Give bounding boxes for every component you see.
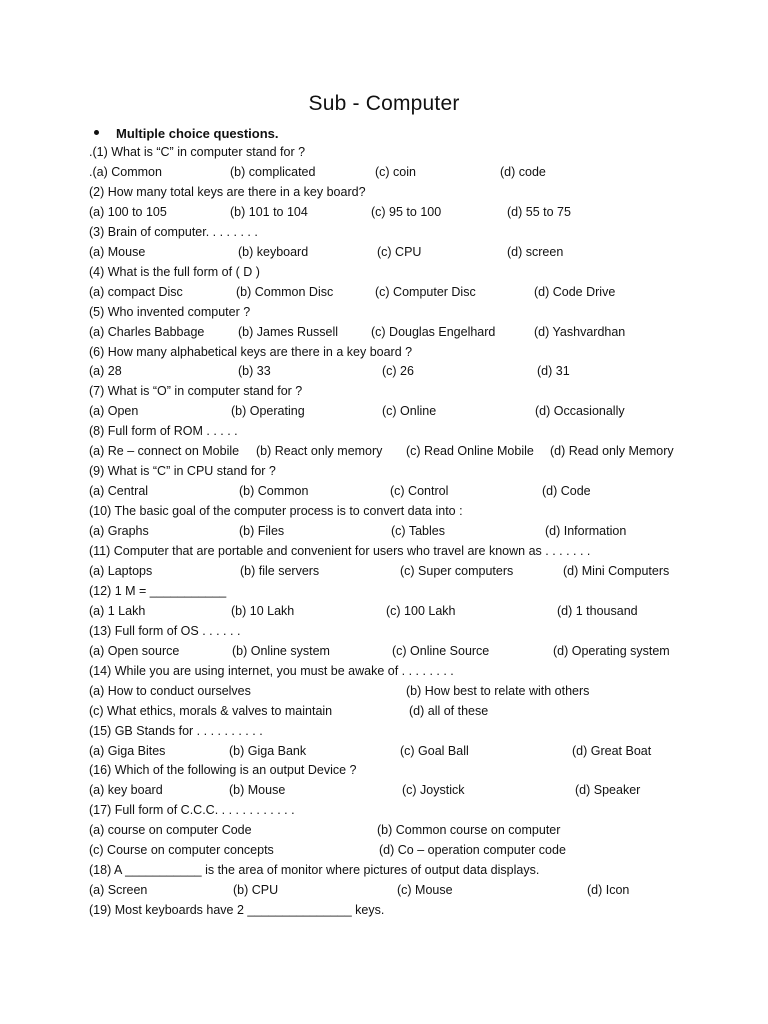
options-line [0,604,768,624]
answer-option: (b) file servers [240,563,320,578]
answer-option: (c) Mouse [397,883,453,898]
answer-option: (c) 26 [382,364,414,379]
question-line [0,145,768,165]
answer-option: (d) Code [542,484,591,499]
question-line [0,504,768,524]
answer-option: (b) James Russell [238,324,339,339]
question-text: (4) What is the full form of ( D ) [89,264,260,279]
question-line [0,803,768,823]
options-line [0,883,768,903]
answer-option: (b) Files [239,524,285,539]
answer-option: (a) Giga Bites [89,743,166,758]
question-line [0,225,768,245]
question-text: (9) What is “C” in CPU stand for ? [89,464,276,479]
question-text: (3) Brain of computer. . . . . . . . [89,224,258,239]
section-heading [116,126,279,141]
answer-option: (a) Charles Babbage [89,324,205,339]
answer-option: (c) Online [382,404,437,419]
question-text: (2) How many total keys are there in a key board? [89,184,366,199]
answer-option: (d) code [500,164,546,179]
question-line [0,544,768,564]
answer-option: (a) course on computer Code [89,823,252,838]
options-line [0,823,768,843]
options-line [0,285,768,305]
answer-option: (d) Mini Computers [563,563,670,578]
options-line [0,364,768,384]
question-line [0,345,768,365]
answer-option: (b) Online system [232,643,330,658]
question-line [0,185,768,205]
answer-option: (b) keyboard [238,244,309,259]
answer-option: (c) Joystick [402,783,465,798]
answer-option: (c) 100 Lakh [386,603,456,618]
options-line [0,484,768,504]
question-text: (11) Computer that are portable and convenient for users who travel are known as . . . . . . . [89,544,591,558]
question-text: .(1) What is “C” in computer stand for ? [89,145,306,159]
answer-option: (d) 31 [537,364,570,379]
options-line [0,704,768,724]
answer-option: (b) 33 [238,364,271,379]
answer-option: (b) complicated [230,164,316,179]
answer-option: (a) Open [89,404,139,419]
answer-option: (d) all of these [409,703,489,718]
question-text: (12) 1 M = ___________ [89,583,227,598]
answer-option: (c) Control [390,484,449,499]
question-line [0,265,768,285]
question-text: (13) Full form of OS . . . . . . [89,623,241,638]
answer-option: (d) screen [507,244,564,259]
question-text: (18) A ___________ is the area of monitor where pictures of output data displays. [89,863,540,878]
question-line [0,724,768,744]
question-line [0,305,768,325]
question-text: (14) While you are using internet, you must be awake of . . . . . . . . [89,663,454,678]
question-text: (16) Which of the following is an output Device ? [89,763,357,778]
options-line [0,684,768,704]
question-line [0,464,768,484]
options-line [0,564,768,584]
answer-option: (d) Co – operation computer code [379,843,566,858]
question-text: (19) Most keyboards have 2 _______________ keys. [89,903,385,918]
question-line [0,424,768,444]
answer-option: (b) Common course on computer [377,823,561,838]
answer-option: (d) Occasionally [535,404,625,419]
answer-option: (d) Yashvardhan [534,324,626,339]
answer-option: (b) 101 to 104 [230,204,308,219]
question-text: (7) What is “O” in computer stand for ? [89,384,303,399]
answer-option: (a) How to conduct ourselves [89,683,251,698]
question-text: (6) How many alphabetical keys are there in a key board ? [89,344,413,359]
answer-option: (b) How best to relate with others [406,683,590,698]
answer-option: (a) Open source [89,643,180,658]
answer-option: (c) coin [375,164,416,179]
section-heading-text: Multiple choice questions. [116,126,279,141]
answer-option: (c) 95 to 100 [371,204,442,219]
question-line [0,584,768,604]
answer-option: (c) Super computers [400,563,514,578]
answer-option: (a) Central [89,484,149,499]
answer-option: (d) 1 thousand [557,603,638,618]
question-line [0,863,768,883]
question-line [0,664,768,684]
answer-option: (a) key board [89,783,163,798]
answer-option: (d) Operating system [553,643,670,658]
answer-option: (c) Read Online Mobile [406,444,534,459]
question-text: (17) Full form of C.C.C. . . . . . . . . . . . [89,803,295,818]
answer-option: (c) Douglas Engelhard [371,324,496,339]
answer-option: (a) compact Disc [89,284,183,299]
question-text: (8) Full form of ROM . . . . . [89,424,238,439]
options-line [0,644,768,664]
question-text: (10) The basic goal of the computer process is to convert data into : [89,504,463,519]
answer-option: (b) Common [239,484,309,499]
answer-option: (d) Read only Memory [550,444,674,459]
question-line [0,384,768,404]
options-line [0,404,768,424]
options-line [0,444,768,464]
answer-option: (c) What ethics, morals & valves to maintain [89,703,333,718]
options-line [0,744,768,764]
answer-option: (a) Laptops [89,563,153,578]
answer-option: (a) Graphs [89,524,149,539]
answer-option: (a) 28 [89,364,122,379]
answer-option: (a) Re – connect on Mobile [89,444,240,459]
answer-option: (c) Tables [391,524,445,539]
options-line [0,165,768,185]
answer-option: (d) Great Boat [572,743,652,758]
question-text: (5) Who invented computer ? [89,304,251,319]
options-line [0,524,768,544]
answer-option: (c) Online Source [392,643,490,658]
answer-option: (b) Operating [231,404,305,419]
question-line [0,763,768,783]
answer-option: (c) Computer Disc [375,284,476,299]
answer-option: (b) Common Disc [236,284,334,299]
options-line [0,245,768,265]
answer-option: (d) Information [545,524,627,539]
options-line [0,843,768,863]
answer-option: (d) 55 to 75 [507,204,571,219]
answer-option: (b) CPU [233,883,279,898]
answer-option: (a) 1 Lakh [89,603,146,618]
answer-option: (d) Icon [587,883,630,898]
answer-option: (b) 10 Lakh [231,603,295,618]
options-line [0,783,768,803]
answer-option: (d) Code Drive [534,284,616,299]
page-title: Sub - Computer [308,92,460,115]
answer-option: (a) 100 to 105 [89,204,167,219]
options-line [0,325,768,345]
options-line [0,205,768,225]
answer-option: (b) Giga Bank [229,743,307,758]
answer-option: (c) Course on computer concepts [89,843,274,858]
question-text: (15) GB Stands for . . . . . . . . . . [89,723,263,738]
answer-option: (b) Mouse [229,783,286,798]
answer-option: (b) React only memory [256,444,383,459]
answer-option: (c) Goal Ball [400,743,469,758]
question-line [0,903,768,923]
bullet-icon [94,130,99,135]
question-line [0,624,768,644]
answer-option: (d) Speaker [575,783,641,798]
answer-option: .(a) Common [89,164,162,179]
answer-option: (a) Mouse [89,244,146,259]
answer-option: (c) CPU [377,244,422,259]
answer-option: (a) Screen [89,883,148,898]
